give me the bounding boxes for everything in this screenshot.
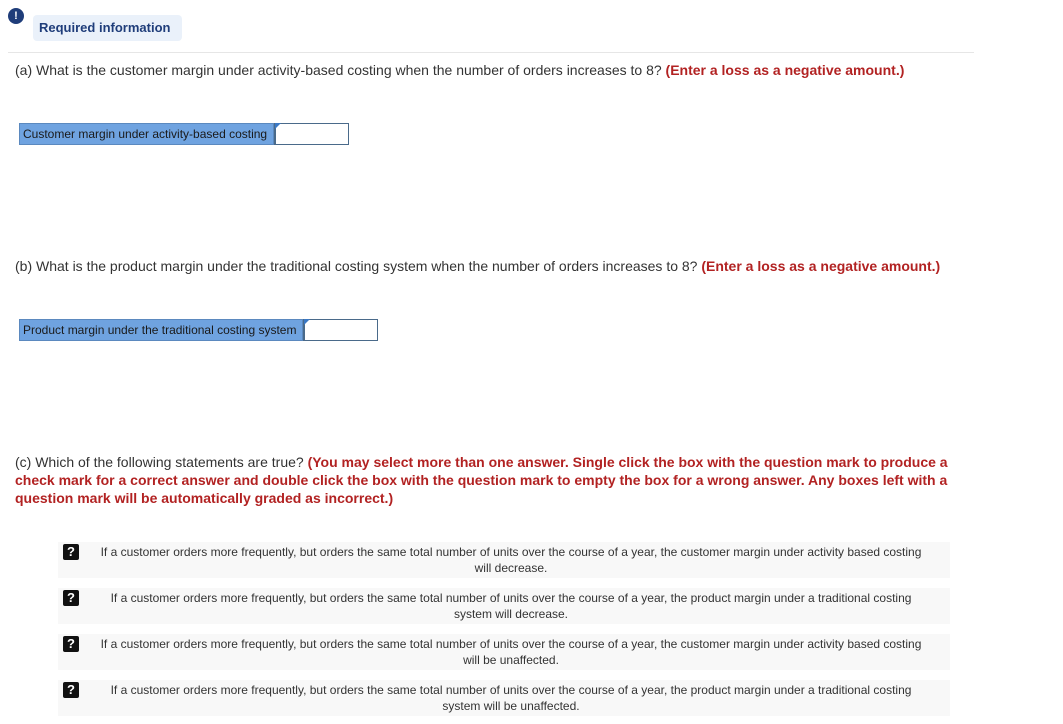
question-mark-checkbox[interactable]: ? [63,544,79,560]
question-b-text: (b) What is the product margin under the traditional costing system when the number of orders increases to 8? [15,258,702,274]
statement-item [58,634,950,670]
product-margin-input[interactable] [305,320,377,340]
question-a-instruction: (Enter a loss as a negative amount.) [665,62,905,78]
statement-item [58,542,950,578]
answer-input-wrapper-a [274,123,349,145]
question-c-instruction: (You may select more than one answer. Single click the box with the question mark to produce a check mark for a correct answer and double click the box with the question mark to empty the box for a wrong answer. Any boxes left with a question mark will be automatically graded as incorrect.) [15,454,948,506]
question-b-instruction: (Enter a loss as a negative amount.) [701,258,941,274]
question-a [15,61,950,79]
statement-item [58,680,950,716]
statement-item [58,588,950,624]
question-mark-checkbox[interactable]: ? [63,682,79,698]
statement-text: If a customer orders more frequently, but orders the same total number of units over the course of a year, the customer margin under activity based costing will be unaffected. [100,637,922,667]
customer-margin-input[interactable] [276,124,348,144]
answer-input-wrapper-b [303,319,378,341]
answer-label-product-margin: Product margin under the traditional costing system [19,319,303,341]
question-c-text: (c) Which of the following statements are true? [15,454,308,470]
answer-row-b [19,319,378,341]
statement-text: If a customer orders more frequently, but orders the same total number of units over the course of a year, the product margin under a traditional costing system will be unaffected. [110,683,912,713]
question-mark-checkbox[interactable]: ? [63,590,79,606]
statement-text: If a customer orders more frequently, but orders the same total number of units over the course of a year, the customer margin under activity based costing will decrease. [100,545,922,575]
required-information-label[interactable]: Required information [33,15,182,41]
answer-label-customer-margin: Customer margin under activity-based costing [19,123,274,145]
input-corner-marker [275,123,281,129]
input-corner-marker [304,319,310,325]
question-a-text: (a) What is the customer margin under activity-based costing when the number of orders increases to 8? [15,62,666,78]
question-c [15,453,950,507]
exclamation-icon: ! [8,8,24,24]
question-mark-checkbox[interactable]: ? [63,636,79,652]
required-information-banner [8,8,974,53]
statement-text: If a customer orders more frequently, but orders the same total number of units over the course of a year, the product margin under a traditional costing system will decrease. [110,591,912,621]
answer-row-a [19,123,349,145]
question-b [15,257,950,275]
